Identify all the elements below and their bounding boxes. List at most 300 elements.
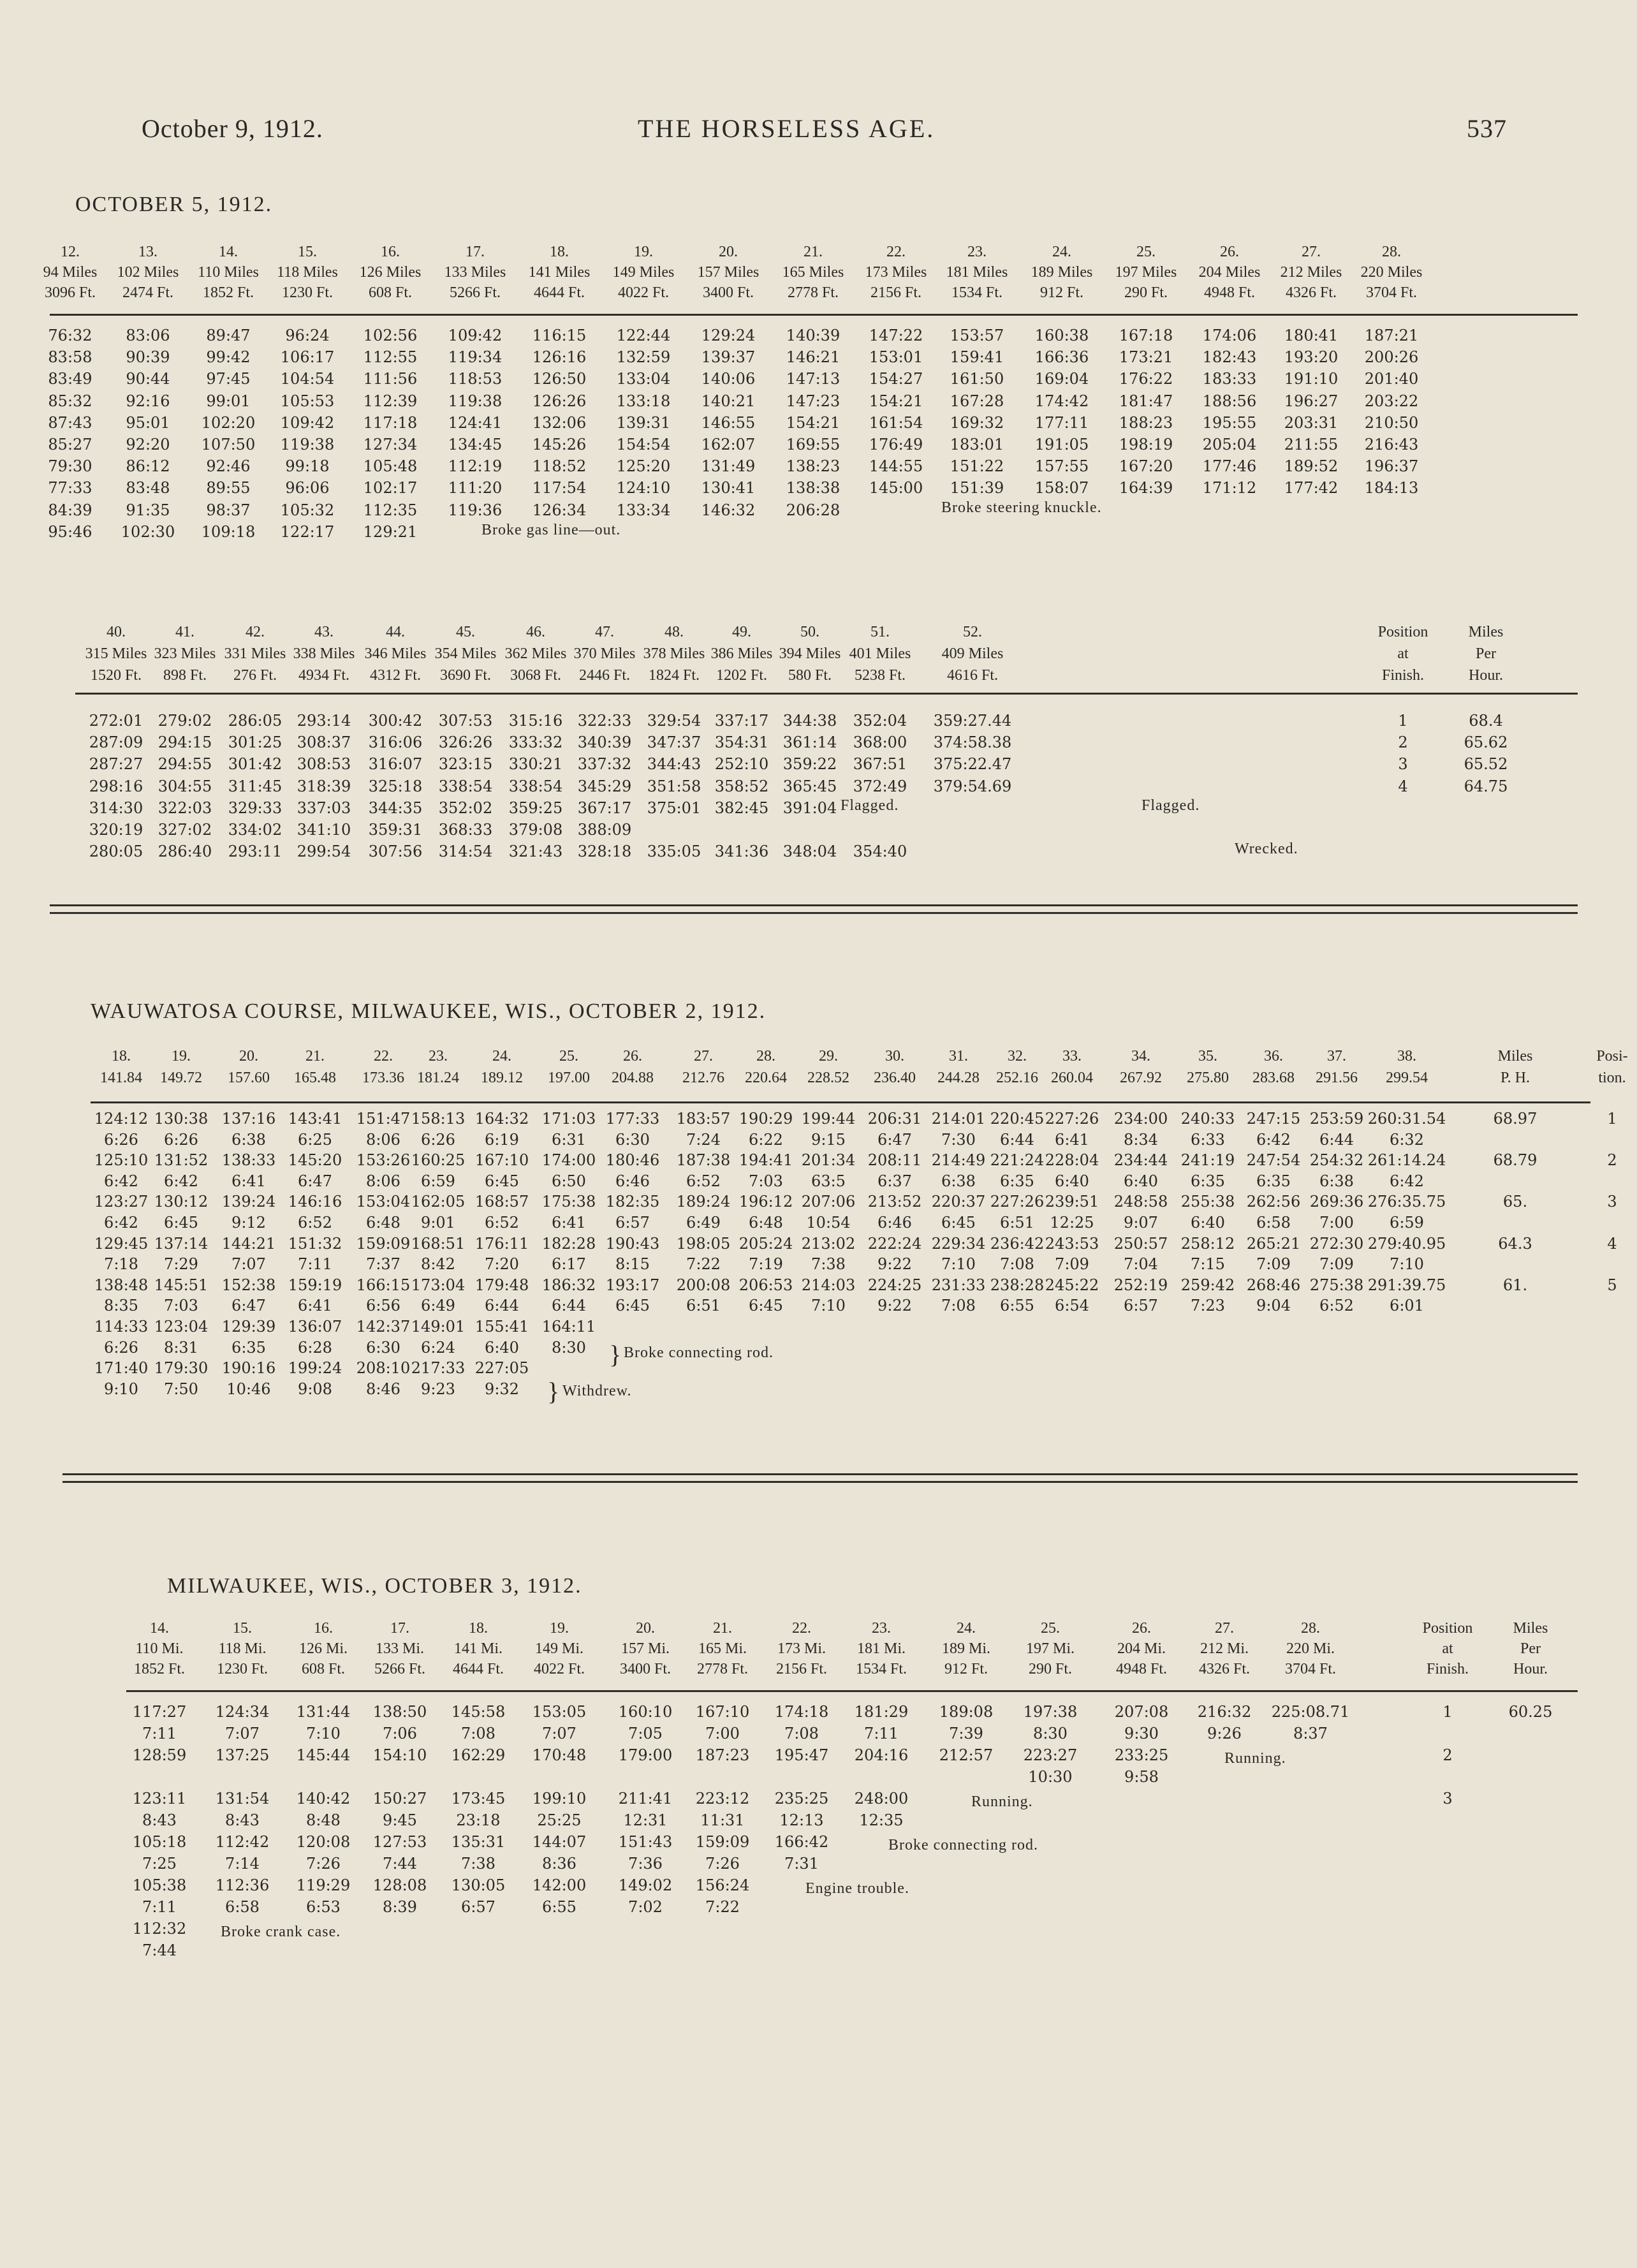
table-cell: 338:54 — [438, 777, 493, 795]
table-cell: 174:00 — [541, 1151, 596, 1170]
table-cell: 159:09 — [695, 1833, 750, 1851]
table-cell: 280:05 — [89, 843, 143, 861]
table-cell: 7:03 — [749, 1172, 783, 1190]
header-cell: 898 Ft. — [163, 667, 207, 684]
table-cell: 6:50 — [552, 1172, 586, 1190]
table-cell: 111:56 — [363, 370, 418, 388]
table-cell: 9:22 — [877, 1255, 912, 1274]
table-cell: 240:33 — [1180, 1110, 1235, 1128]
header-cell: 386 Miles — [710, 645, 773, 662]
header-cell: 14. — [150, 1620, 169, 1637]
table-cell: 304:55 — [158, 777, 212, 795]
header-cell: 17. — [390, 1620, 409, 1637]
header-cell: 197 Miles — [1115, 264, 1177, 281]
table-cell: 149:02 — [618, 1876, 673, 1894]
table-cell: 235:25 — [774, 1790, 829, 1808]
table-cell: 144:07 — [532, 1833, 587, 1851]
header-title: THE HORSELESS AGE. — [638, 114, 936, 143]
table-cell: 1 — [1607, 1110, 1617, 1128]
table-cell: 6:56 — [366, 1297, 400, 1315]
table-cell: 143:41 — [288, 1110, 342, 1128]
table-row — [0, 1318, 1637, 1339]
table-cell: 139:31 — [616, 413, 671, 432]
header-cell: 267.92 — [1120, 1070, 1162, 1086]
table-cell: 154:21 — [869, 392, 923, 410]
table-cell: 207:08 — [1114, 1703, 1169, 1721]
table-cell: 374:58.38 — [933, 733, 1012, 752]
header-cell: 1534 Ft. — [855, 1661, 907, 1677]
table-cell: 162:07 — [701, 436, 756, 453]
note-broke-gas-line: Broke gas line—out. — [481, 522, 621, 538]
table-cell: 183:57 — [676, 1110, 731, 1128]
header-cell: 20. — [239, 1048, 258, 1064]
table-cell: 268:46 — [1246, 1276, 1301, 1294]
table-cell: 91:35 — [126, 501, 170, 519]
table-cell: 220:45 — [990, 1110, 1045, 1128]
table-cell: 122:17 — [280, 522, 335, 541]
header-cell: 165 Mi. — [698, 1640, 747, 1657]
table-cell: 375:01 — [647, 799, 701, 817]
table-cell: 154:54 — [616, 436, 671, 453]
table-cell: 170:48 — [532, 1746, 587, 1764]
table-cell: 139:37 — [701, 348, 756, 367]
table-cell: 234:44 — [1113, 1151, 1168, 1170]
table-cell: 99:18 — [285, 457, 330, 476]
table-cell: 102:30 — [121, 522, 175, 541]
header-cell: 94 Miles — [43, 264, 98, 281]
table-cell: 7:22 — [705, 1898, 740, 1916]
header-cell: 37. — [1327, 1048, 1346, 1064]
header-cell: 608 Ft. — [368, 284, 413, 301]
table-cell: 345:29 — [577, 777, 632, 795]
header-row — [0, 645, 1637, 667]
table-cell: 105:48 — [363, 457, 418, 476]
table-cell: 7:29 — [164, 1255, 198, 1274]
table-cell: 221:24 — [990, 1151, 1045, 1170]
section-title-milwaukee-oct3: MILWAUKEE, WIS., OCTOBER 3, 1912. — [167, 1574, 582, 1598]
table-cell: 7:14 — [225, 1855, 260, 1873]
header-cell: P. H. — [1500, 1070, 1531, 1086]
table-cell: 245:22 — [1045, 1276, 1099, 1294]
header-cell: 157.60 — [228, 1070, 270, 1086]
table-cell: 222:24 — [867, 1234, 922, 1253]
header-cell: 212.76 — [682, 1070, 724, 1086]
table-cell: 104:54 — [280, 370, 335, 388]
brace: } — [547, 1377, 561, 1406]
note-engine-trouble: Engine trouble. — [805, 1880, 909, 1897]
table-cell: 9:15 — [811, 1130, 846, 1149]
table-cell: 7:36 — [628, 1855, 663, 1873]
table-cell: 347:37 — [647, 733, 701, 752]
table-cell: 352:04 — [853, 712, 907, 730]
table-cell: 6:33 — [1191, 1130, 1225, 1149]
table-cell: 182:28 — [541, 1234, 596, 1253]
table-row — [0, 436, 1637, 457]
table-cell: 174:06 — [1202, 327, 1257, 344]
table-cell: 205:24 — [738, 1234, 793, 1253]
header-cell: Hour. — [1469, 667, 1503, 684]
table-cell: 6:44 — [485, 1297, 519, 1315]
header-cell: 912 Ft. — [944, 1661, 988, 1677]
table-cell: 8:43 — [225, 1811, 260, 1829]
table-cell: 167:20 — [1119, 457, 1173, 476]
table-cell: 6:52 — [1319, 1297, 1354, 1315]
table-cell: 300:42 — [368, 712, 423, 730]
table-cell: 6:54 — [1055, 1297, 1089, 1315]
header-cell: 26. — [623, 1048, 642, 1064]
table-row — [0, 1790, 1637, 1811]
header-cell: 2474 Ft. — [122, 284, 174, 301]
header-cell: 4948 Ft. — [1115, 1661, 1168, 1677]
table-cell: 361:14 — [782, 733, 837, 752]
table-cell: 179:00 — [618, 1746, 673, 1764]
table-cell: 227:26 — [1045, 1110, 1099, 1128]
header-row — [0, 284, 1637, 306]
table-cell: 6:45 — [485, 1172, 519, 1190]
table-cell: 9:58 — [1124, 1768, 1159, 1786]
header-cell: 346 Miles — [364, 645, 427, 662]
table-cell: 142:00 — [532, 1876, 587, 1894]
table-cell: 125:10 — [94, 1151, 149, 1170]
table-cell: 10:54 — [806, 1214, 851, 1232]
table-cell: 96:24 — [285, 327, 330, 344]
table-cell: 379:08 — [508, 821, 563, 839]
table-cell: 6:48 — [749, 1214, 783, 1232]
table-cell: 201:40 — [1364, 370, 1419, 388]
note-broke-connecting-rod: Broke connecting rod. — [624, 1344, 774, 1361]
table-rule — [75, 693, 1578, 695]
note-broke-connecting-rod: Broke connecting rod. — [888, 1837, 1038, 1853]
header-cell: 20. — [636, 1620, 655, 1637]
table-cell: 154:21 — [786, 413, 841, 432]
header-cell: 220 Mi. — [1286, 1640, 1335, 1657]
table-row — [0, 523, 1637, 545]
table-cell: 7:23 — [1191, 1297, 1225, 1315]
table-cell: 6:57 — [1124, 1297, 1158, 1315]
header-cell: 4644 Ft. — [452, 1661, 504, 1677]
table-cell: 6:26 — [104, 1130, 138, 1149]
table-cell: 144:21 — [221, 1234, 276, 1253]
table-cell: 114:33 — [94, 1318, 149, 1336]
table-cell: 337:17 — [714, 712, 769, 730]
table-cell: 124:34 — [215, 1703, 270, 1721]
header-cell: 220.64 — [745, 1070, 787, 1086]
header-cell: 25. — [559, 1048, 578, 1064]
table-row — [0, 414, 1637, 436]
table-row — [0, 457, 1637, 479]
header-cell: 157 Mi. — [620, 1640, 670, 1657]
table-row — [0, 1725, 1637, 1746]
table-cell: 4 — [1398, 777, 1408, 795]
header-cell: Finish. — [1426, 1661, 1469, 1677]
table-cell: 195:47 — [774, 1746, 829, 1764]
table-cell: 158:13 — [411, 1110, 466, 1128]
table-cell: 176:49 — [869, 436, 923, 453]
table-cell: 154:10 — [372, 1746, 427, 1764]
header-cell: 27. — [694, 1048, 713, 1064]
table-cell: 7:04 — [1124, 1255, 1158, 1274]
header-row — [0, 667, 1637, 689]
table-cell: 243:53 — [1045, 1234, 1099, 1253]
header-row — [0, 244, 1637, 265]
table-cell: 337:32 — [577, 755, 632, 774]
table-cell: 169:55 — [786, 436, 841, 453]
table-cell: 212:57 — [939, 1746, 994, 1764]
header-cell: 141 Mi. — [453, 1640, 503, 1657]
header-cell: 14. — [219, 244, 238, 260]
header-cell: 15. — [298, 244, 317, 260]
section-divider — [62, 1473, 1578, 1475]
header-cell: 15. — [233, 1620, 252, 1637]
table-cell: 207:06 — [801, 1193, 856, 1211]
table-cell: 83:48 — [126, 479, 170, 497]
table-cell: 6:57 — [615, 1214, 650, 1232]
table-rule — [126, 1690, 1578, 1692]
table-cell: 8:43 — [142, 1811, 177, 1829]
table-cell: 217:33 — [411, 1359, 466, 1378]
table-cell: 328:18 — [577, 843, 632, 861]
table-cell: 6:41 — [298, 1297, 332, 1315]
table-cell: 189:52 — [1284, 457, 1339, 476]
table-cell: 184:13 — [1364, 479, 1419, 497]
table-cell: 106:17 — [280, 348, 335, 367]
header-cell: 40. — [106, 624, 126, 640]
table-cell: 112:19 — [448, 457, 503, 476]
header-cell: 21. — [713, 1620, 732, 1637]
header-cell: 204.88 — [612, 1070, 654, 1086]
table-cell: 187:38 — [676, 1151, 731, 1170]
table-cell: 223:27 — [1023, 1746, 1078, 1764]
table-cell: 6:40 — [1191, 1214, 1225, 1232]
table-cell: 177:33 — [605, 1110, 660, 1128]
header-cell: 608 Ft. — [301, 1661, 346, 1677]
header-cell: Miles — [1497, 1048, 1533, 1064]
table-cell: 7:05 — [628, 1725, 663, 1742]
table-cell: 293:14 — [297, 712, 351, 730]
table-row — [0, 1703, 1637, 1725]
table-cell: 6:45 — [749, 1297, 783, 1315]
header-cell: 1230 Ft. — [281, 284, 334, 301]
table-cell: 63:5 — [811, 1172, 846, 1190]
section-divider — [50, 912, 1578, 914]
table-cell: 316:07 — [368, 755, 423, 774]
table-cell: 12:35 — [859, 1811, 904, 1829]
table-cell: 7:20 — [485, 1255, 519, 1274]
table-row — [0, 712, 1637, 733]
table-cell: 99:42 — [206, 348, 251, 367]
table-cell: 123:11 — [132, 1790, 187, 1808]
table-cell: 144:55 — [869, 457, 923, 476]
table-row — [0, 327, 1637, 348]
table-cell: 95:46 — [48, 522, 92, 541]
header-cell: 30. — [885, 1048, 904, 1064]
table-cell: 167:10 — [695, 1703, 750, 1721]
header-cell: 204 Miles — [1198, 264, 1261, 281]
table-row — [0, 1235, 1637, 1256]
table-cell: 127:34 — [363, 436, 418, 453]
table-cell: 5 — [1607, 1276, 1617, 1294]
header-cell: 20. — [719, 244, 738, 260]
table-cell: 188:56 — [1202, 392, 1257, 410]
table-cell: 117:18 — [363, 413, 418, 432]
header-cell: 189.12 — [481, 1070, 523, 1086]
table-cell: 102:20 — [201, 413, 256, 432]
table-cell: 105:53 — [280, 392, 335, 410]
table-cell: 150:27 — [372, 1790, 427, 1808]
table-cell: 206:31 — [867, 1110, 922, 1128]
header-cell: 181.24 — [417, 1070, 459, 1086]
table-cell: 227:26 — [990, 1193, 1045, 1211]
table-cell: 145:00 — [869, 479, 923, 497]
table-cell: 162:05 — [411, 1193, 466, 1211]
table-cell: 190:43 — [605, 1234, 660, 1253]
table-cell: 262:56 — [1246, 1193, 1301, 1211]
table-cell: 382:45 — [714, 799, 769, 817]
table-cell: 112:32 — [132, 1920, 187, 1938]
table-cell: 138:23 — [786, 457, 841, 476]
table-cell: 6:45 — [164, 1214, 198, 1232]
header-row — [0, 1620, 1637, 1642]
header-cell: 21. — [804, 244, 823, 260]
table-cell: 109:18 — [201, 522, 256, 541]
table-cell: 203:31 — [1284, 413, 1339, 432]
table-cell: 195:55 — [1202, 413, 1257, 432]
table-cell: 341:36 — [714, 843, 769, 861]
header-cell: 12. — [61, 244, 80, 260]
table-cell: 247:54 — [1246, 1151, 1301, 1170]
table-cell: 6:59 — [1390, 1214, 1424, 1232]
table-cell: 7:11 — [142, 1898, 177, 1916]
table-cell: 194:41 — [738, 1151, 793, 1170]
table-cell: 149:01 — [411, 1318, 466, 1336]
table-cell: 8:42 — [421, 1255, 455, 1274]
header-cell: 1534 Ft. — [951, 284, 1003, 301]
table-cell: 131:54 — [215, 1790, 270, 1808]
header-cell: 1852 Ft. — [202, 284, 254, 301]
table-cell: 164:11 — [541, 1318, 596, 1336]
table-cell: 7:39 — [949, 1725, 983, 1742]
header-cell: 5238 Ft. — [854, 667, 906, 684]
table-cell: 105:32 — [280, 501, 335, 519]
table-cell: 85:32 — [48, 392, 92, 410]
table-row — [0, 1276, 1637, 1298]
table-cell: 206:53 — [738, 1276, 793, 1294]
header-cell: 24. — [957, 1620, 976, 1637]
table-cell: 145:51 — [154, 1276, 209, 1294]
table-cell: 272:01 — [89, 712, 143, 730]
header-cell: 362 Miles — [504, 645, 567, 662]
table-cell: 7:08 — [1000, 1255, 1034, 1274]
table-cell: 60.25 — [1508, 1703, 1553, 1721]
section-divider — [50, 904, 1578, 906]
table-cell: 344:43 — [647, 755, 701, 774]
table-cell: 151:47 — [356, 1110, 411, 1128]
table-cell: 153:04 — [356, 1193, 411, 1211]
header-cell: 315 Miles — [85, 645, 147, 662]
table-cell: 176:22 — [1119, 370, 1173, 388]
header-cell: 118 Miles — [277, 264, 338, 281]
table-row — [0, 799, 1637, 821]
table-cell: 85:27 — [48, 436, 92, 453]
table-cell: 173:45 — [451, 1790, 506, 1808]
table-cell: 90:44 — [126, 370, 170, 388]
table-cell: 135:31 — [451, 1833, 506, 1851]
table-cell: 167:18 — [1119, 327, 1173, 344]
table-cell: 276:35.75 — [1367, 1193, 1446, 1211]
table-row — [0, 1898, 1637, 1920]
table-rule — [91, 1101, 1590, 1103]
table-cell: 329:33 — [228, 799, 283, 817]
table-cell: 6:45 — [941, 1214, 976, 1232]
table-cell: 131:52 — [154, 1151, 209, 1170]
header-cell: 276 Ft. — [233, 667, 277, 684]
header-cell: 4326 Ft. — [1285, 284, 1337, 301]
table-cell: 177:11 — [1034, 413, 1089, 432]
table-cell: 299:54 — [297, 843, 351, 861]
header-cell: 149.72 — [160, 1070, 202, 1086]
table-cell: 168:51 — [411, 1234, 466, 1253]
table-cell: 9:30 — [1124, 1725, 1159, 1742]
table-cell: 352:02 — [438, 799, 493, 817]
table-cell: 9:01 — [421, 1214, 455, 1232]
table-row — [0, 1193, 1637, 1214]
table-cell: 252:10 — [714, 755, 769, 774]
table-cell: 140:39 — [786, 327, 841, 344]
table-cell: 119:36 — [448, 501, 503, 519]
header-cell: 26. — [1220, 244, 1239, 260]
header-cell: 35. — [1198, 1048, 1217, 1064]
table-cell: 138:50 — [372, 1703, 427, 1721]
table-cell: 6:42 — [104, 1172, 138, 1190]
table-cell: 105:38 — [132, 1876, 187, 1894]
header-cell: 22. — [886, 244, 906, 260]
table-cell: 239:51 — [1045, 1193, 1099, 1211]
table-cell: 190:29 — [738, 1110, 793, 1128]
table-row — [0, 1746, 1637, 1768]
header-cell: 110 Mi. — [135, 1640, 184, 1657]
table-cell: 68.4 — [1469, 712, 1503, 730]
table-cell: 214:01 — [931, 1110, 986, 1128]
header-cell: 126 Miles — [359, 264, 422, 281]
table-cell: 151:22 — [950, 457, 1004, 476]
table-cell: 146:21 — [786, 348, 841, 367]
header-cell: 4022 Ft. — [533, 1661, 585, 1677]
table-cell: 216:43 — [1364, 436, 1419, 453]
table-cell: 112:55 — [363, 348, 418, 367]
table-cell: 6:47 — [298, 1172, 332, 1190]
table-cell: 83:06 — [126, 327, 170, 344]
table-cell: 6:31 — [552, 1130, 586, 1149]
section-divider — [62, 1481, 1578, 1483]
table-cell: 7:03 — [164, 1297, 198, 1315]
header-cell: 4934 Ft. — [298, 667, 350, 684]
table-cell: 6:44 — [552, 1297, 586, 1315]
table-cell: 307:56 — [368, 843, 423, 861]
table-cell: 102:17 — [363, 479, 418, 497]
table-cell: 124:10 — [616, 479, 671, 497]
table-cell: 379:54.69 — [933, 777, 1012, 795]
table-cell: 330:21 — [508, 755, 563, 774]
table-cell: 6:40 — [1124, 1172, 1158, 1190]
table-cell: 6:35 — [231, 1338, 266, 1357]
table-cell: 326:26 — [438, 733, 493, 752]
table-cell: 134:45 — [448, 436, 503, 453]
table-cell: 3 — [1442, 1790, 1453, 1808]
table-cell: 286:05 — [228, 712, 283, 730]
table-cell: 6:55 — [542, 1898, 576, 1916]
table-cell: 153:01 — [869, 348, 923, 367]
table-cell: 9:04 — [1256, 1297, 1291, 1315]
